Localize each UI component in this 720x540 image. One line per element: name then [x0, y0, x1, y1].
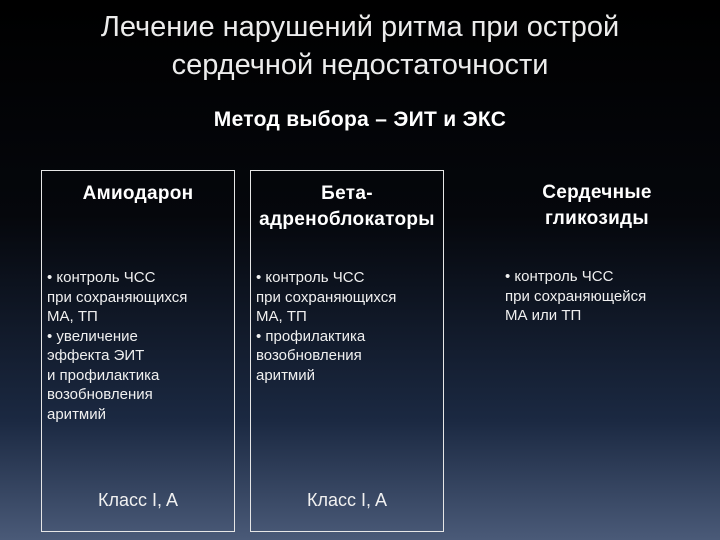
heading-line: Амиодарон [82, 183, 194, 204]
body-line: и профилактика [47, 366, 160, 384]
body-line: при сохраняющихся [47, 288, 188, 306]
column-beta-blockers [250, 170, 444, 532]
body-line: возобновления [256, 347, 362, 364]
column-footer-class: Класс I, A [306, 490, 387, 510]
column-body [47, 268, 233, 424]
column-footer-class: Класс I, A [97, 490, 178, 510]
body-line: эффекта ЭИТ [47, 347, 145, 364]
heading-line: Бета- [321, 183, 373, 204]
column-body [256, 268, 442, 385]
column-amiodarone [41, 170, 235, 532]
column-body [505, 267, 691, 326]
heading-line: Сердечные [542, 182, 652, 203]
body-line: МА или ТП [505, 307, 582, 324]
title-line-1: Лечение нарушений ритма при острой [100, 11, 620, 43]
body-line: МА, ТП [47, 308, 98, 325]
heading-line: гликозиды [545, 208, 649, 229]
body-line: при сохраняющейся [505, 287, 647, 305]
body-line: • контроль ЧСС [505, 268, 614, 285]
body-line: возобновления [47, 386, 153, 403]
slide-subtitle: Метод выбора – ЭИТ и ЭКС [213, 108, 507, 131]
body-line: при сохраняющихся [256, 288, 397, 306]
body-line: • контроль ЧСС [47, 269, 156, 286]
body-line: МА, ТП [256, 308, 307, 325]
column-heading [251, 181, 443, 233]
body-line: • профилактика [256, 327, 366, 345]
slide-title [0, 8, 720, 84]
column-cardiac-glycosides [500, 170, 694, 532]
column-heading [500, 180, 694, 232]
body-line: • контроль ЧСС [256, 269, 365, 286]
column-heading [42, 181, 234, 207]
body-line: аритмий [47, 405, 107, 423]
body-line: аритмий [256, 366, 316, 384]
body-line: • увеличение [47, 327, 138, 345]
title-line-2: сердечной недостаточности [171, 49, 549, 81]
heading-line: адреноблокаторы [259, 209, 435, 230]
